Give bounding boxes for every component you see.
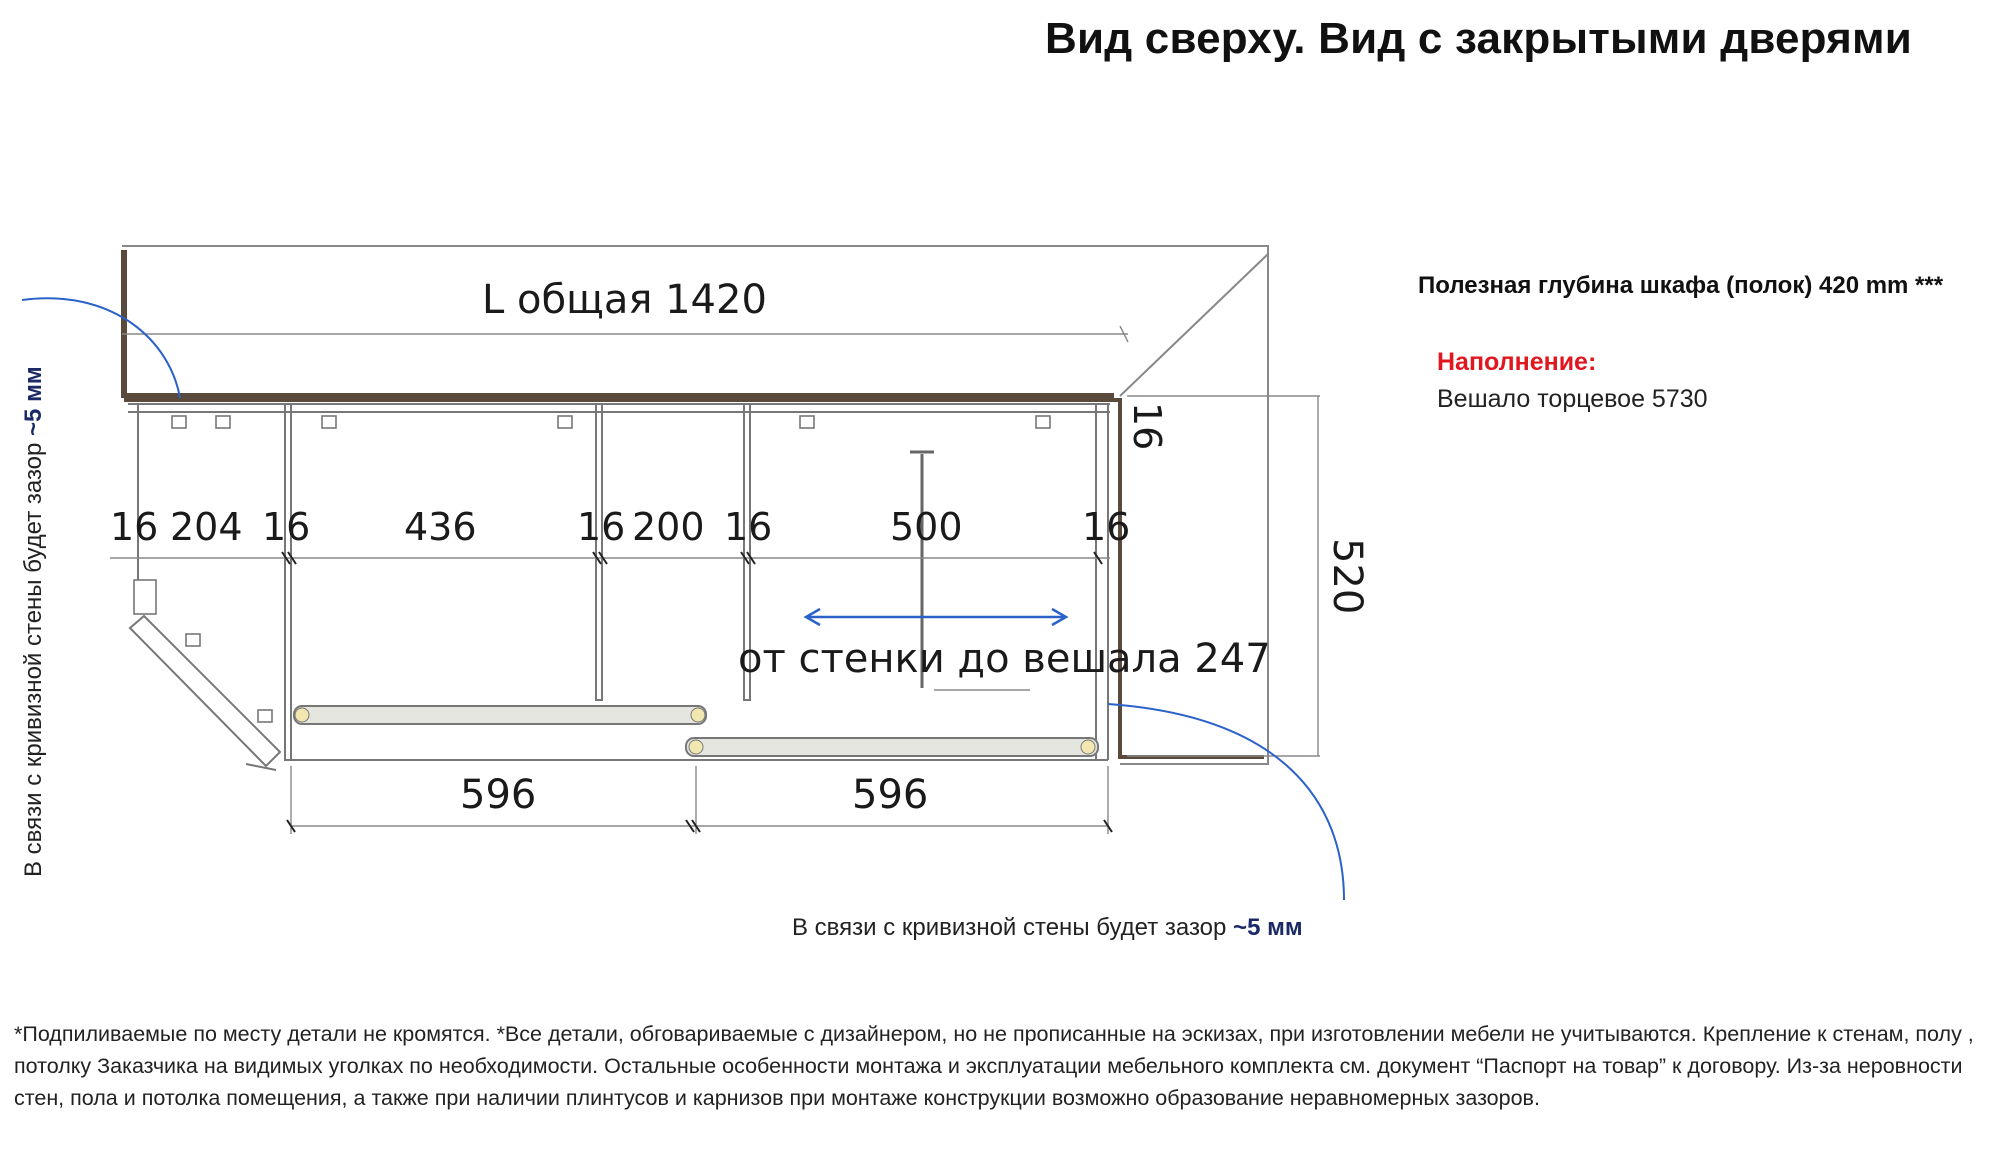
section-dim-8: 500	[890, 505, 963, 549]
depth-dimension: 520	[1324, 538, 1370, 615]
top-panel-dimension: 16	[1125, 402, 1169, 451]
total-length-label: L общая 1420	[482, 277, 767, 323]
hanger-distance-arrow	[806, 609, 1066, 625]
section-dim-7: 16	[724, 505, 773, 549]
filling-item: Вешало торцевое 5730	[1437, 385, 1708, 413]
section-dim-6: 200	[632, 505, 705, 549]
gap-note-left	[20, 366, 48, 877]
door-dim-left: 596	[460, 772, 537, 818]
section-dim-5: 16	[577, 505, 626, 549]
hanger-distance-label: от стенки до вешала 247	[738, 636, 1271, 682]
dimension-ticks	[282, 552, 1112, 832]
filling-heading: Наполнение:	[1437, 348, 1597, 376]
section-dim-9: 16	[1082, 505, 1131, 549]
door-dim-right: 596	[852, 772, 929, 818]
gap-note-text: В связи с кривизной стены будет зазор	[20, 435, 47, 877]
section-dim-2: 204	[170, 505, 243, 549]
right-side-panel	[1114, 400, 1264, 757]
section-dim-1: 16	[110, 505, 159, 549]
footnote: *Подпиливаемые по месту детали не кромятся. *Все детали, обговариваемые с дизайнером, но не прописанные на эскизах, при изготовлении мебели не учитываются. Крепление к стенам, полу , потолку Заказчика на видимых уголках по необходимости. Остальные особенности монтажа и эксплуатации мебельного комплекта см. документ “Паспорт на товар” к договору. Из-за неровности стен, пола и потолка помещения, а также при наличии плинтусов и карнизов при монтаже конструкции возможно образование неравномерных зазоров.	[14, 1022, 1974, 1110]
gap-note-bottom	[792, 914, 1303, 942]
top-panel	[124, 393, 1114, 402]
gap-note-text: В связи с кривизной стены будет зазор	[792, 914, 1234, 941]
depth-note: Полезная глубина шкафа (полок) 420 mm ***	[1418, 272, 1944, 299]
section-dim-4: 436	[404, 505, 477, 549]
gap-note-value: ~5 мм	[20, 366, 47, 436]
gap-note-value: ~5 мм	[1233, 914, 1303, 941]
section-dim-3: 16	[262, 505, 311, 549]
right-gap-pointer	[1108, 704, 1344, 900]
door-handles	[294, 706, 1098, 756]
corner-door	[130, 616, 280, 770]
page-title: Вид сверху. Вид с закрытыми дверями	[1045, 14, 1913, 63]
